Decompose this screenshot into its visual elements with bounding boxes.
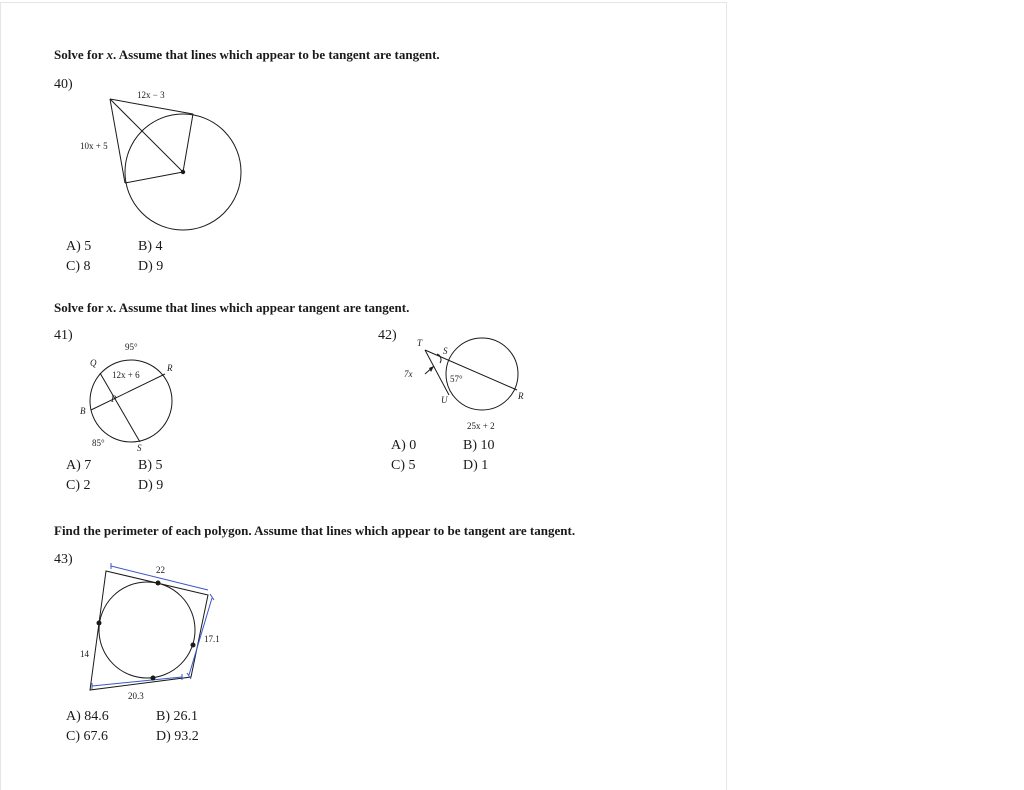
label-12x-6: 12x + 6 [112, 370, 140, 380]
label-12x-3: 12x − 3 [137, 90, 165, 100]
label-10x-5: 10x + 5 [80, 141, 108, 151]
label-20-3: 20.3 [128, 691, 144, 701]
tangent-point-left [97, 621, 102, 626]
label-B: B [80, 406, 86, 416]
label-R: R [167, 363, 173, 373]
tangent-point-bottom [151, 676, 156, 681]
label-14: 14 [80, 649, 89, 659]
label-85deg: 85° [92, 438, 105, 448]
circle-43 [99, 582, 195, 678]
label-S-42: S [443, 346, 448, 356]
label-25x-2: 25x + 2 [467, 421, 495, 431]
choice-43-d: D) 93.2 [156, 729, 199, 744]
choice-43-b: B) 26.1 [156, 709, 198, 724]
problem-42-number: 42) [378, 328, 397, 343]
label-22: 22 [156, 565, 165, 575]
choice-43-a: A) 84.6 [66, 709, 109, 724]
choice-42-c: C) 5 [391, 458, 416, 473]
label-T: T [417, 338, 423, 348]
label-57deg: 57° [450, 374, 463, 384]
choice-42-b: B) 10 [463, 438, 495, 453]
label-95deg: 95° [125, 342, 138, 352]
choice-41-a: A) 7 [66, 458, 92, 473]
instruction-1: Solve for x. Assume that lines which appear to be tangent are tangent. [54, 47, 440, 62]
choice-41-b: B) 5 [138, 458, 163, 473]
choice-40-d: D) 9 [138, 259, 164, 274]
label-7x: 7x [404, 369, 413, 379]
tangent-point-top [156, 581, 161, 586]
choice-41-d: D) 9 [138, 478, 164, 493]
tangent-point-right [191, 643, 196, 648]
label-Q: Q [90, 358, 97, 368]
label-U: U [441, 395, 448, 405]
instruction-2: Solve for x. Assume that lines which appear tangent are tangent. [54, 300, 410, 315]
problem-43-number: 43) [54, 552, 73, 567]
choice-40-a: A) 5 [66, 239, 92, 254]
instruction-3: Find the perimeter of each polygon. Assume that lines which appear to be tangent are tangent. [54, 523, 576, 538]
choice-40-c: C) 8 [66, 259, 91, 274]
label-R-42: R [518, 391, 524, 401]
choice-42-d: D) 1 [463, 458, 489, 473]
choice-42-a: A) 0 [391, 438, 417, 453]
choice-43-c: C) 67.6 [66, 729, 108, 744]
choice-40-b: B) 4 [138, 239, 163, 254]
label-P: P [111, 394, 117, 404]
problem-40-number: 40) [54, 77, 73, 92]
label-S: S [137, 443, 142, 453]
label-17-1: 17.1 [204, 634, 220, 644]
choice-41-c: C) 2 [66, 478, 91, 493]
problem-41-number: 41) [54, 328, 73, 343]
